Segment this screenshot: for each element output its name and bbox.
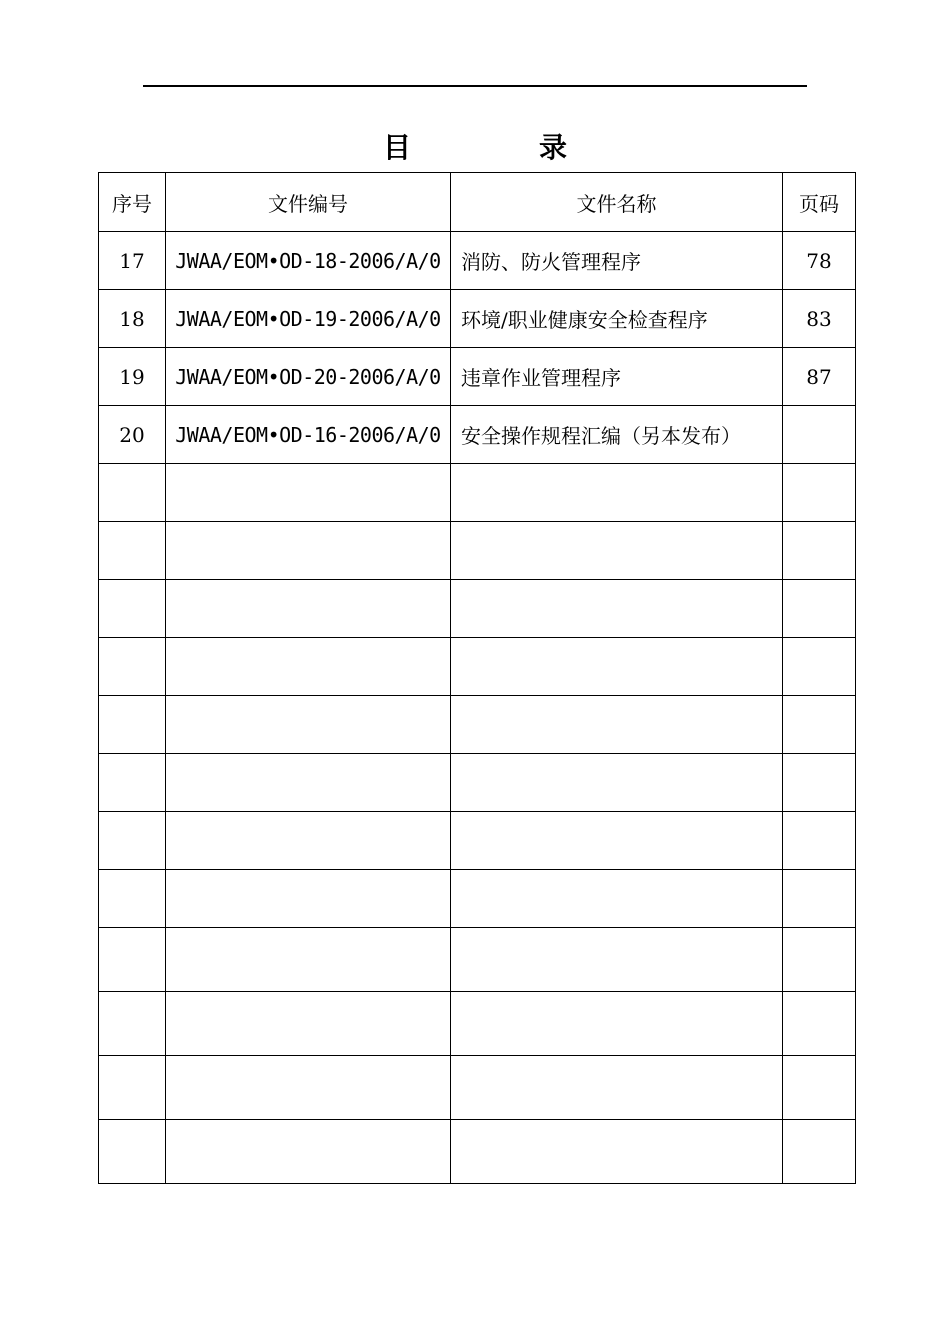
header-name: 文件名称 (451, 173, 783, 232)
empty-cell (99, 992, 166, 1056)
empty-cell (99, 754, 166, 812)
row-num: 18 (99, 290, 166, 348)
header-page: 页码 (783, 173, 856, 232)
table-row (99, 290, 856, 348)
empty-row (99, 928, 856, 992)
empty-cell (166, 1120, 451, 1184)
table-header-row (99, 173, 856, 232)
empty-row (99, 696, 856, 754)
empty-cell (166, 464, 451, 522)
table-row (99, 406, 856, 464)
empty-cell (451, 464, 783, 522)
row-code: JWAA/EOM•OD-16-2006/A/0 (166, 406, 451, 464)
empty-cell (166, 870, 451, 928)
table-row (99, 348, 856, 406)
empty-cell (451, 812, 783, 870)
row-code: JWAA/EOM•OD-18-2006/A/0 (166, 232, 451, 290)
empty-row (99, 870, 856, 928)
empty-row (99, 1120, 856, 1184)
empty-cell (783, 522, 856, 580)
empty-row (99, 812, 856, 870)
empty-cell (99, 580, 166, 638)
empty-cell (783, 696, 856, 754)
empty-cell (783, 928, 856, 992)
empty-row (99, 754, 856, 812)
empty-cell (783, 638, 856, 696)
empty-row (99, 522, 856, 580)
row-page: 83 (783, 290, 856, 348)
empty-cell (99, 696, 166, 754)
empty-row (99, 580, 856, 638)
empty-cell (783, 754, 856, 812)
empty-cell (451, 1056, 783, 1120)
header-code: 文件编号 (166, 173, 451, 232)
empty-cell (451, 696, 783, 754)
row-code: JWAA/EOM•OD-20-2006/A/0 (166, 348, 451, 406)
empty-cell (99, 928, 166, 992)
row-name: 消防、防火管理程序 (451, 232, 783, 290)
empty-cell (451, 580, 783, 638)
empty-cell (783, 1120, 856, 1184)
empty-cell (166, 696, 451, 754)
empty-row (99, 638, 856, 696)
header-num: 序号 (99, 173, 166, 232)
empty-cell (166, 638, 451, 696)
page-title: 目 录 (382, 131, 617, 164)
empty-cell (451, 870, 783, 928)
empty-cell (99, 638, 166, 696)
empty-cell (166, 580, 451, 638)
empty-cell (451, 754, 783, 812)
empty-row (99, 992, 856, 1056)
row-num: 17 (99, 232, 166, 290)
row-page (783, 406, 856, 464)
empty-cell (99, 1056, 166, 1120)
empty-cell (99, 870, 166, 928)
row-code: JWAA/EOM•OD-19-2006/A/0 (166, 290, 451, 348)
table-row (99, 232, 856, 290)
empty-cell (166, 812, 451, 870)
empty-cell (451, 928, 783, 992)
row-num: 19 (99, 348, 166, 406)
row-page: 87 (783, 348, 856, 406)
empty-cell (451, 522, 783, 580)
empty-row (99, 464, 856, 522)
empty-cell (783, 464, 856, 522)
row-name: 违章作业管理程序 (451, 348, 783, 406)
toc-table (98, 172, 856, 1184)
row-name: 安全操作规程汇编（另本发布） (451, 406, 783, 464)
empty-cell (451, 638, 783, 696)
empty-cell (99, 812, 166, 870)
empty-cell (166, 992, 451, 1056)
empty-cell (166, 928, 451, 992)
empty-cell (451, 992, 783, 1056)
empty-cell (783, 992, 856, 1056)
empty-cell (166, 754, 451, 812)
empty-cell (99, 464, 166, 522)
empty-cell (99, 522, 166, 580)
empty-cell (783, 1056, 856, 1120)
empty-row (99, 1056, 856, 1120)
empty-cell (99, 1120, 166, 1184)
empty-cell (451, 1120, 783, 1184)
empty-cell (783, 812, 856, 870)
header-rule (143, 85, 807, 87)
row-name: 环境/职业健康安全检查程序 (451, 290, 783, 348)
empty-cell (166, 1056, 451, 1120)
row-page: 78 (783, 232, 856, 290)
empty-cell (166, 522, 451, 580)
empty-cell (783, 580, 856, 638)
empty-cell (783, 870, 856, 928)
row-num: 20 (99, 406, 166, 464)
